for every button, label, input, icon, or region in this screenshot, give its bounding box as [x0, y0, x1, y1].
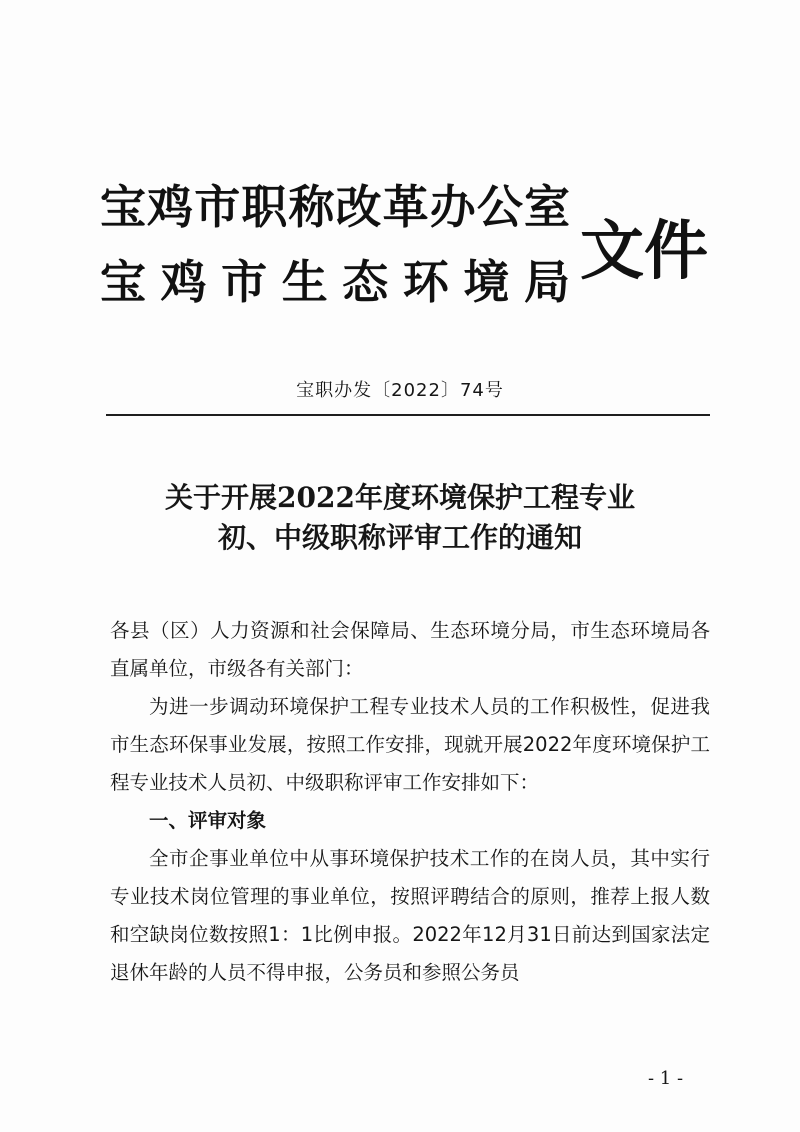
issuer-character: 鸡: [160, 255, 207, 310]
issuer-character: 环: [402, 255, 449, 310]
issuer-character: 改: [335, 180, 382, 234]
issuer-character: 职: [241, 180, 288, 234]
notice-title: [0, 478, 800, 558]
title-line-2: 初、中级职称评审工作的通知: [217, 521, 582, 554]
issuer-character: 宝: [100, 255, 146, 310]
issuer-character: 市: [221, 255, 268, 310]
document-number: 宝职办发〔2022〕74号: [296, 380, 504, 401]
issuer-character: 公: [476, 180, 523, 234]
header-divider: [106, 414, 710, 416]
issuer-character: 称: [288, 180, 335, 234]
section-heading-1: 一、评审对象: [149, 809, 267, 832]
issuer-name-2: [100, 255, 570, 310]
recipients-paragraph: 各县（区）人力资源和社会保障局、生态环境分局，市生态环境局各直属单位，市级各有关部门：: [110, 619, 710, 680]
document-type-label: 文件: [580, 214, 708, 289]
issuer-character: 生: [281, 255, 328, 310]
issuer-character: 宝: [100, 180, 146, 234]
issuer-character: 办: [429, 180, 476, 234]
issuer-character: 革: [382, 180, 429, 234]
issuer-character: 市: [194, 180, 241, 234]
title-line-1: 关于开展2022年度环境保护工程专业: [165, 481, 635, 514]
issuer-character: 鸡: [147, 180, 194, 234]
intro-paragraph: 为进一步调动环境保护工程专业技术人员的工作积极性，促进我市生态环保事业发展，按照工作安排，现就开展2022年度环境保护工程专业技术人员初、中级职称评审工作安排如下：: [110, 695, 710, 794]
issuer-character: 局: [523, 255, 570, 310]
issuer-name-1: [100, 180, 570, 235]
page-number: - 1 -: [648, 1068, 684, 1089]
issuer-block: [100, 180, 570, 310]
notice-body: [110, 612, 710, 992]
issuer-character: 室: [523, 180, 570, 234]
issuer-character: 境: [463, 255, 510, 310]
issuer-character: 态: [342, 255, 389, 310]
section-paragraph-1: 全市企事业单位中从事环境保护技术工作的在岗人员，其中实行专业技术岗位管理的事业单位，按照评聘结合的原则，推荐上报人数和空缺岗位数按照1：1比例申报。2022年12月31日前达到国家法定退休年龄的人员不得申报，公务员和参照公务员: [110, 847, 710, 984]
